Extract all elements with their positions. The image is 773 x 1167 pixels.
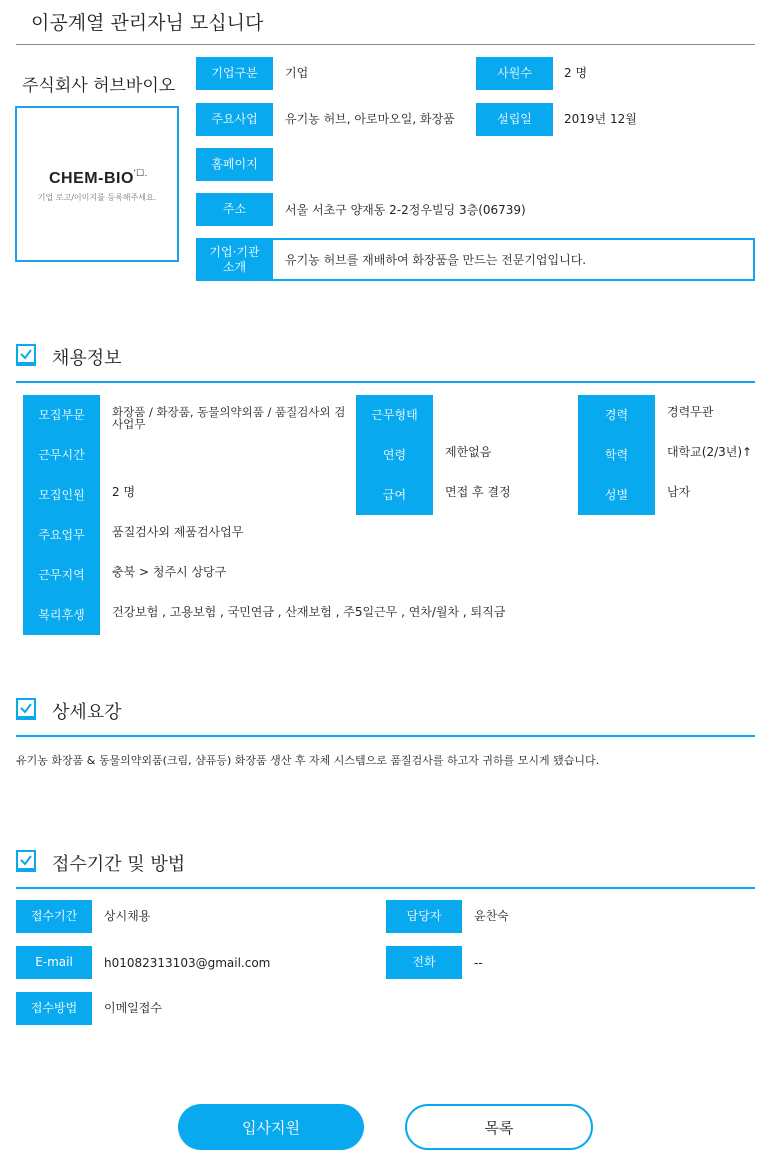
phone-label: 전화 bbox=[386, 946, 462, 979]
worktype-label: 근무형태 bbox=[356, 395, 433, 435]
edu-label: 학력 bbox=[578, 435, 655, 475]
manager-label: 담당자 bbox=[386, 900, 462, 933]
hours-label: 근무시간 bbox=[23, 435, 100, 475]
checklist-icon bbox=[16, 850, 36, 872]
count-label: 모집인원 bbox=[23, 475, 100, 515]
phone-value: -- bbox=[474, 956, 483, 970]
gender-label: 성별 bbox=[578, 475, 655, 515]
company-name: 주식회사 허브바이오 bbox=[22, 76, 176, 96]
region-value: 충북 > 청주시 상당구 bbox=[112, 565, 227, 579]
gender-value: 남자 bbox=[667, 485, 691, 499]
pay-value: 면접 후 결정 bbox=[445, 485, 511, 499]
recruit-section-title: 채용정보 bbox=[52, 348, 122, 369]
detail-section-divider bbox=[16, 735, 755, 737]
address-label: 주소 bbox=[196, 193, 273, 226]
period-label: 접수기간 bbox=[16, 900, 92, 933]
intro-value: 유기농 허브를 재배하여 화장품을 만드는 전문기업입니다. bbox=[285, 253, 587, 267]
apply-button[interactable]: 입사지원 bbox=[178, 1104, 364, 1150]
email-label: E-mail bbox=[16, 946, 92, 979]
count-value: 2 명 bbox=[112, 485, 136, 499]
founded-value: 2019년 12월 bbox=[564, 112, 637, 126]
employees-label: 사원수 bbox=[476, 57, 553, 90]
manager-value: 윤찬숙 bbox=[474, 909, 509, 923]
region-label: 근무지역 bbox=[23, 555, 100, 595]
duty-value: 품질검사외 제품검사업무 bbox=[112, 525, 244, 539]
method-label: 접수방법 bbox=[16, 992, 92, 1025]
edu-value: 대학교(2/3년)↑ bbox=[667, 445, 753, 459]
homepage-label: 홈페이지 bbox=[196, 148, 273, 181]
dept-label: 모집부문 bbox=[23, 395, 100, 435]
checklist-icon bbox=[16, 698, 36, 720]
title-divider bbox=[16, 44, 755, 45]
welfare-label: 복리후생 bbox=[23, 595, 100, 635]
detail-section-title: 상세요강 bbox=[52, 702, 122, 723]
age-label: 연령 bbox=[356, 435, 433, 475]
company-logo: CHEM-BIO'☐. bbox=[49, 168, 148, 187]
age-value: 제한없음 bbox=[445, 445, 492, 459]
career-label: 경력 bbox=[578, 395, 655, 435]
company-type-value: 기업 bbox=[285, 66, 309, 80]
list-button[interactable]: 목록 bbox=[405, 1104, 593, 1150]
apply-section-divider bbox=[16, 887, 755, 889]
address-value: 서울 서초구 양재동 2-2정우빌딩 3층(06739) bbox=[285, 203, 526, 217]
company-logo-box bbox=[15, 106, 179, 262]
email-value[interactable]: h01082313103@gmail.com bbox=[104, 956, 271, 970]
pay-label: 급여 bbox=[356, 475, 433, 515]
recruit-section-divider bbox=[16, 381, 755, 383]
welfare-value: 건강보험 , 고용보험 , 국민연금 , 산재보험 , 주5일근무 , 연차/월차 , 퇴직금 bbox=[112, 605, 506, 619]
checklist-icon bbox=[16, 344, 36, 366]
business-value: 유기농 허브, 아로마오일, 화장품 bbox=[285, 112, 455, 126]
career-value: 경력무관 bbox=[667, 405, 714, 419]
detail-text: 유기농 화장품 & 동물의약외품(크림, 샴퓨등) 화장품 생산 후 자체 시스템으로 품질검사를 하고자 귀하를 모시게 됐습니다. bbox=[16, 754, 600, 767]
period-value: 상시채용 bbox=[104, 909, 151, 923]
duty-label: 주요업무 bbox=[23, 515, 100, 555]
dept-value: 화장품 / 화장품, 동물의약외품 / 품질검사외 검 사업무 bbox=[112, 405, 346, 432]
employees-value: 2 명 bbox=[564, 66, 588, 80]
founded-label: 설립일 bbox=[476, 103, 553, 136]
logo-hint: 기업 로고/이미지를 등록해주세요. bbox=[37, 193, 157, 202]
apply-section-title: 접수기간 및 방법 bbox=[52, 854, 186, 875]
method-value: 이메일접수 bbox=[104, 1001, 162, 1015]
intro-label: 기업·기관 소개 bbox=[196, 238, 273, 281]
page-title: 이공계열 관리자님 모십니다 bbox=[31, 12, 264, 34]
business-label: 주요사업 bbox=[196, 103, 273, 136]
company-type-label: 기업구분 bbox=[196, 57, 273, 90]
